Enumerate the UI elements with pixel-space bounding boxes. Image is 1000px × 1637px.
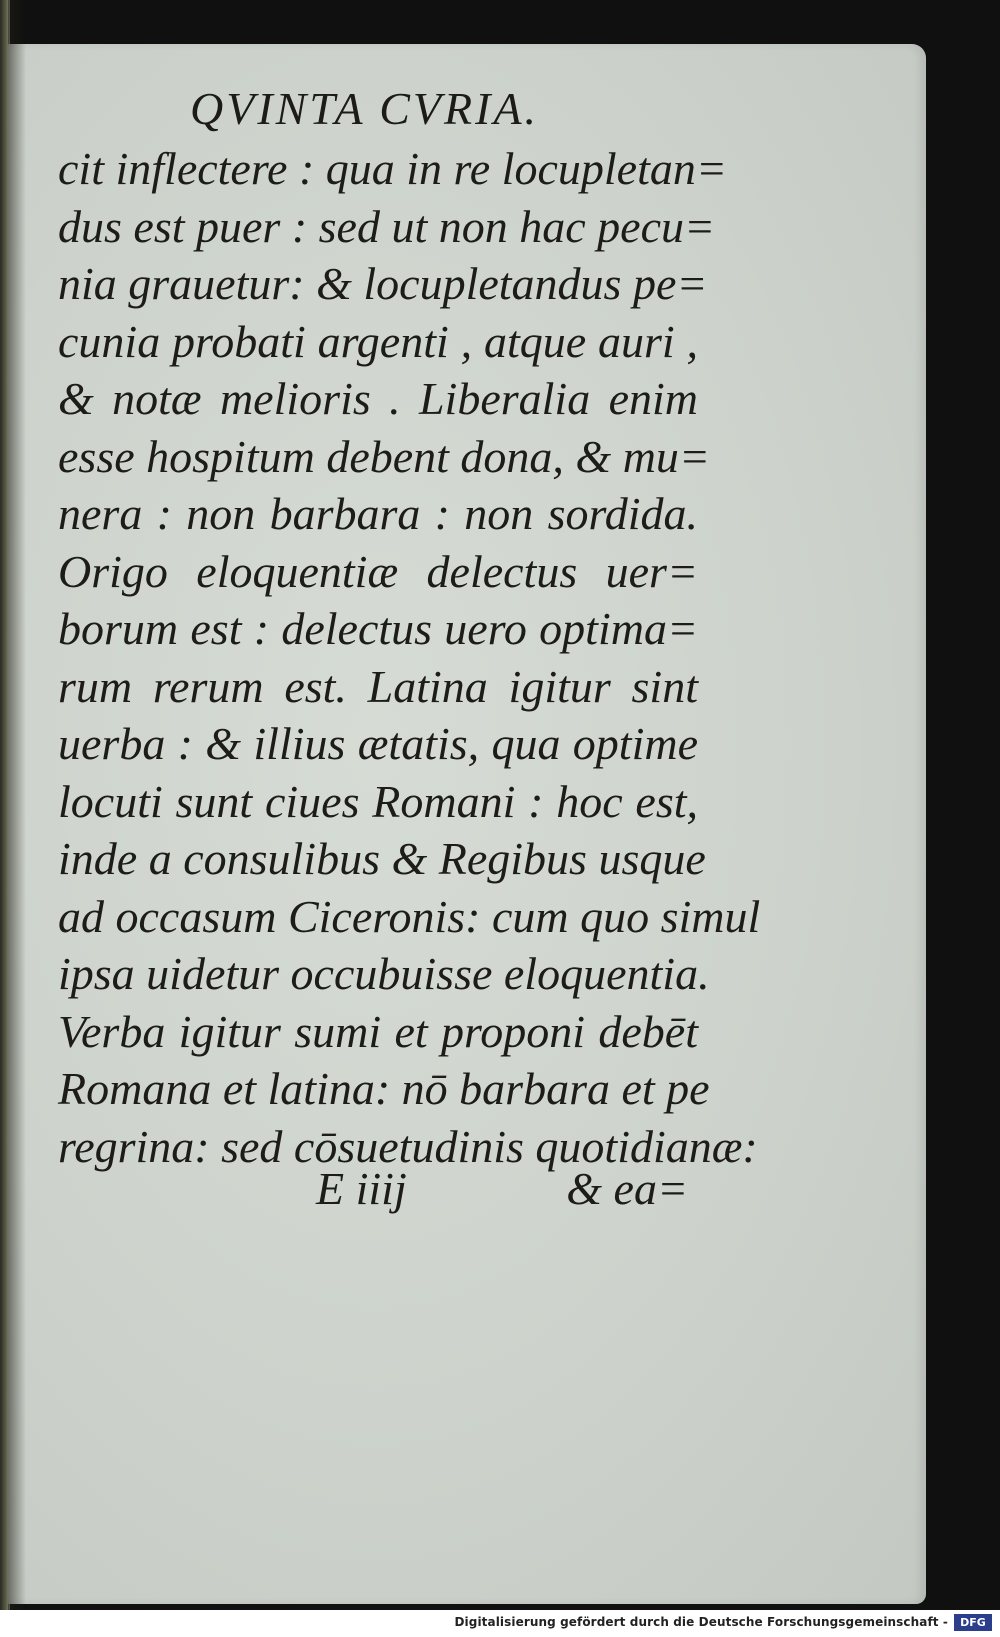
text-line: esse hospitum debent dona, & mu= <box>58 430 710 482</box>
text-line: regrina: sed cōsuetudinis quotidianæ: <box>58 1120 758 1172</box>
text-line: & notæ melioris . Liberalia enim <box>58 373 698 424</box>
catchword: & ea= <box>566 1163 688 1214</box>
text-line: uerba : & illius ætatis, qua optime <box>58 718 698 769</box>
text-line: dus est puer : sed ut non hac pecu= <box>58 200 716 252</box>
signature-mark: E iiij <box>316 1163 407 1214</box>
text-line: inde a consulibus & Regibus usque <box>58 833 706 884</box>
text-line: cunia probati argenti , atque auri , <box>58 315 698 367</box>
signature-line <box>58 1162 698 1222</box>
digitization-footer <box>0 1610 1000 1637</box>
text-line: Romana et latina: nō barbara et pe <box>58 1063 710 1114</box>
text-line: ipsa uidetur occubuisse eloquentia. <box>58 948 710 999</box>
footer-credit: Digitalisierung gefördert durch die Deutsche Forschungsgemeinschaft - <box>454 1615 948 1629</box>
text-line: Verba igitur sumi et proponi debēt <box>58 1005 698 1057</box>
text-line: borum est : delectus uero optima= <box>58 603 698 654</box>
text-line: rum rerum est. Latina igitur sint <box>58 660 698 712</box>
text-line: cit inflectere : qua in re locupletan= <box>58 143 727 194</box>
text-line: nera : non barbara : non sordida. <box>58 488 698 539</box>
text-line: nia grauetur: & locupletandus pe= <box>58 258 708 309</box>
text-line: locuti sunt ciues Romani : hoc est, <box>58 775 698 827</box>
text-line: ad occasum Ciceronis: cum quo simul <box>58 890 761 942</box>
text-line: Origo eloquentiæ delectus uer= <box>58 545 698 597</box>
running-head: QVINTA CVRIA. <box>190 83 540 134</box>
text-block <box>58 140 761 1175</box>
dfg-logo: DFG <box>954 1614 992 1631</box>
